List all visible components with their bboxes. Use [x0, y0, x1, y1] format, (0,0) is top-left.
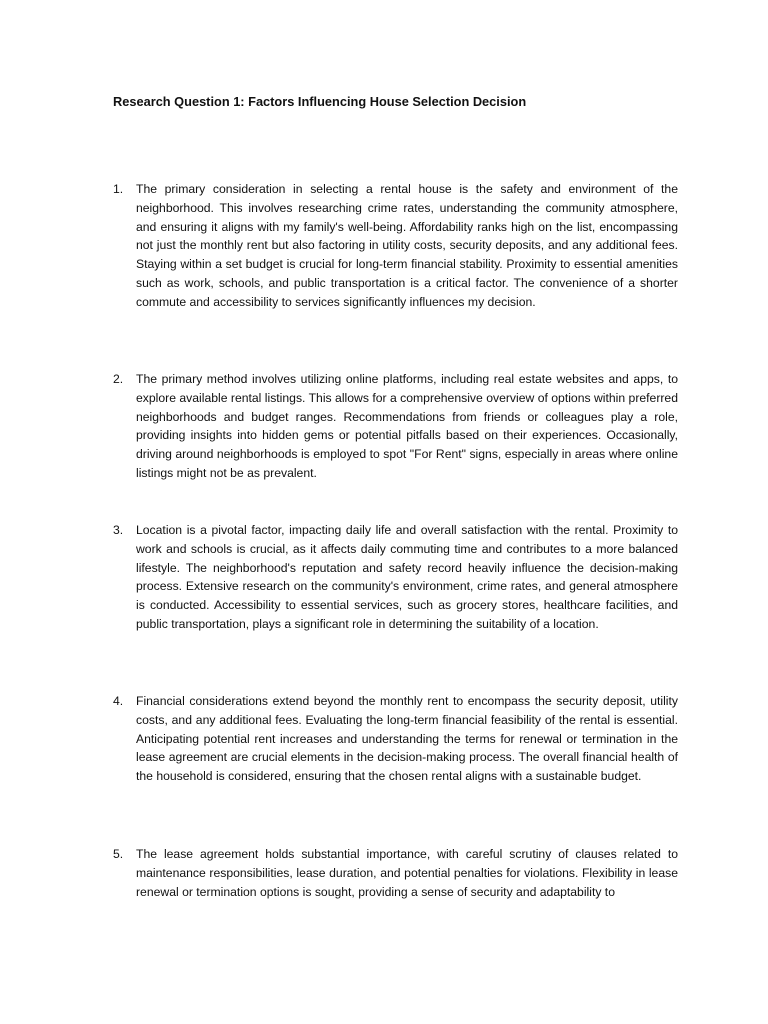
list-item-number: 3. [113, 523, 124, 537]
list-item [113, 845, 678, 901]
list-item-text: Financial considerations extend beyond the monthly rent to encompass the security deposit, utility costs, and any additional fees. Evaluating the long-term financial feasibility of the rental is essential. Anticipating potential rent increases and understanding the terms for renewal or termination in the lease agreement are crucial elements in the decision-making process. The overall financial health of the household is considered, ensuring that the chosen rental aligns with a sustainable budget. [136, 694, 678, 784]
list-item-text: The primary consideration in selecting a rental house is the safety and environment of the neighborhood. This involves researching crime rates, understanding the community atmosphere, and ensuring it aligns with my family's well-being. Affordability ranks high on the list, encompassing not just the monthly rent but also factoring in utility costs, security deposits, and any additional fees. Staying within a set budget is crucial for long-term financial stability. Proximity to essential amenities such as work, schools, and public transportation is a critical factor. The convenience of a shorter commute and accessibility to services significantly influences my decision. [136, 182, 678, 309]
list-item-number: 4. [113, 694, 124, 708]
document-title: Research Question 1: Factors Influencing House Selection Decision [113, 94, 527, 109]
list-item-text: The lease agreement holds substantial importance, with careful scrutiny of clauses related to maintenance responsibilities, lease duration, and potential penalties for violations. Flexibility in lease renewal or termination options is sought, providing a sense of security and adaptability to [136, 847, 678, 899]
list-item-text: The primary method involves utilizing online platforms, including real estate websites and apps, to explore available rental listings. This allows for a comprehensive overview of options within preferred neighborhoods and budget ranges. Recommendations from friends or colleagues play a role, providing insights into hidden gems or potential pitfalls based on their experiences. Occasionally, driving around neighborhoods is employed to spot "For Rent" signs, especially in areas where online listings might not be as prevalent. [136, 372, 678, 480]
list-item-number: 5. [113, 847, 124, 861]
list-item-number: 1. [113, 182, 124, 196]
list-item [113, 180, 678, 312]
list-item [113, 370, 678, 483]
list-item [113, 692, 678, 786]
list-item [113, 521, 678, 634]
list-item-text: Location is a pivotal factor, impacting daily life and overall satisfaction with the rental. Proximity to work and schools is crucial, as it affects daily commuting time and contributes to a more balanced lifestyle. The neighborhood's reputation and safety record heavily influence the decision-making process. Extensive research on the community's environment, crime rates, and general atmosphere is conducted. Accessibility to essential services, such as grocery stores, healthcare facilities, and public transportation, plays a significant role in determining the suitability of a location. [136, 523, 678, 631]
list-item-number: 2. [113, 372, 124, 386]
